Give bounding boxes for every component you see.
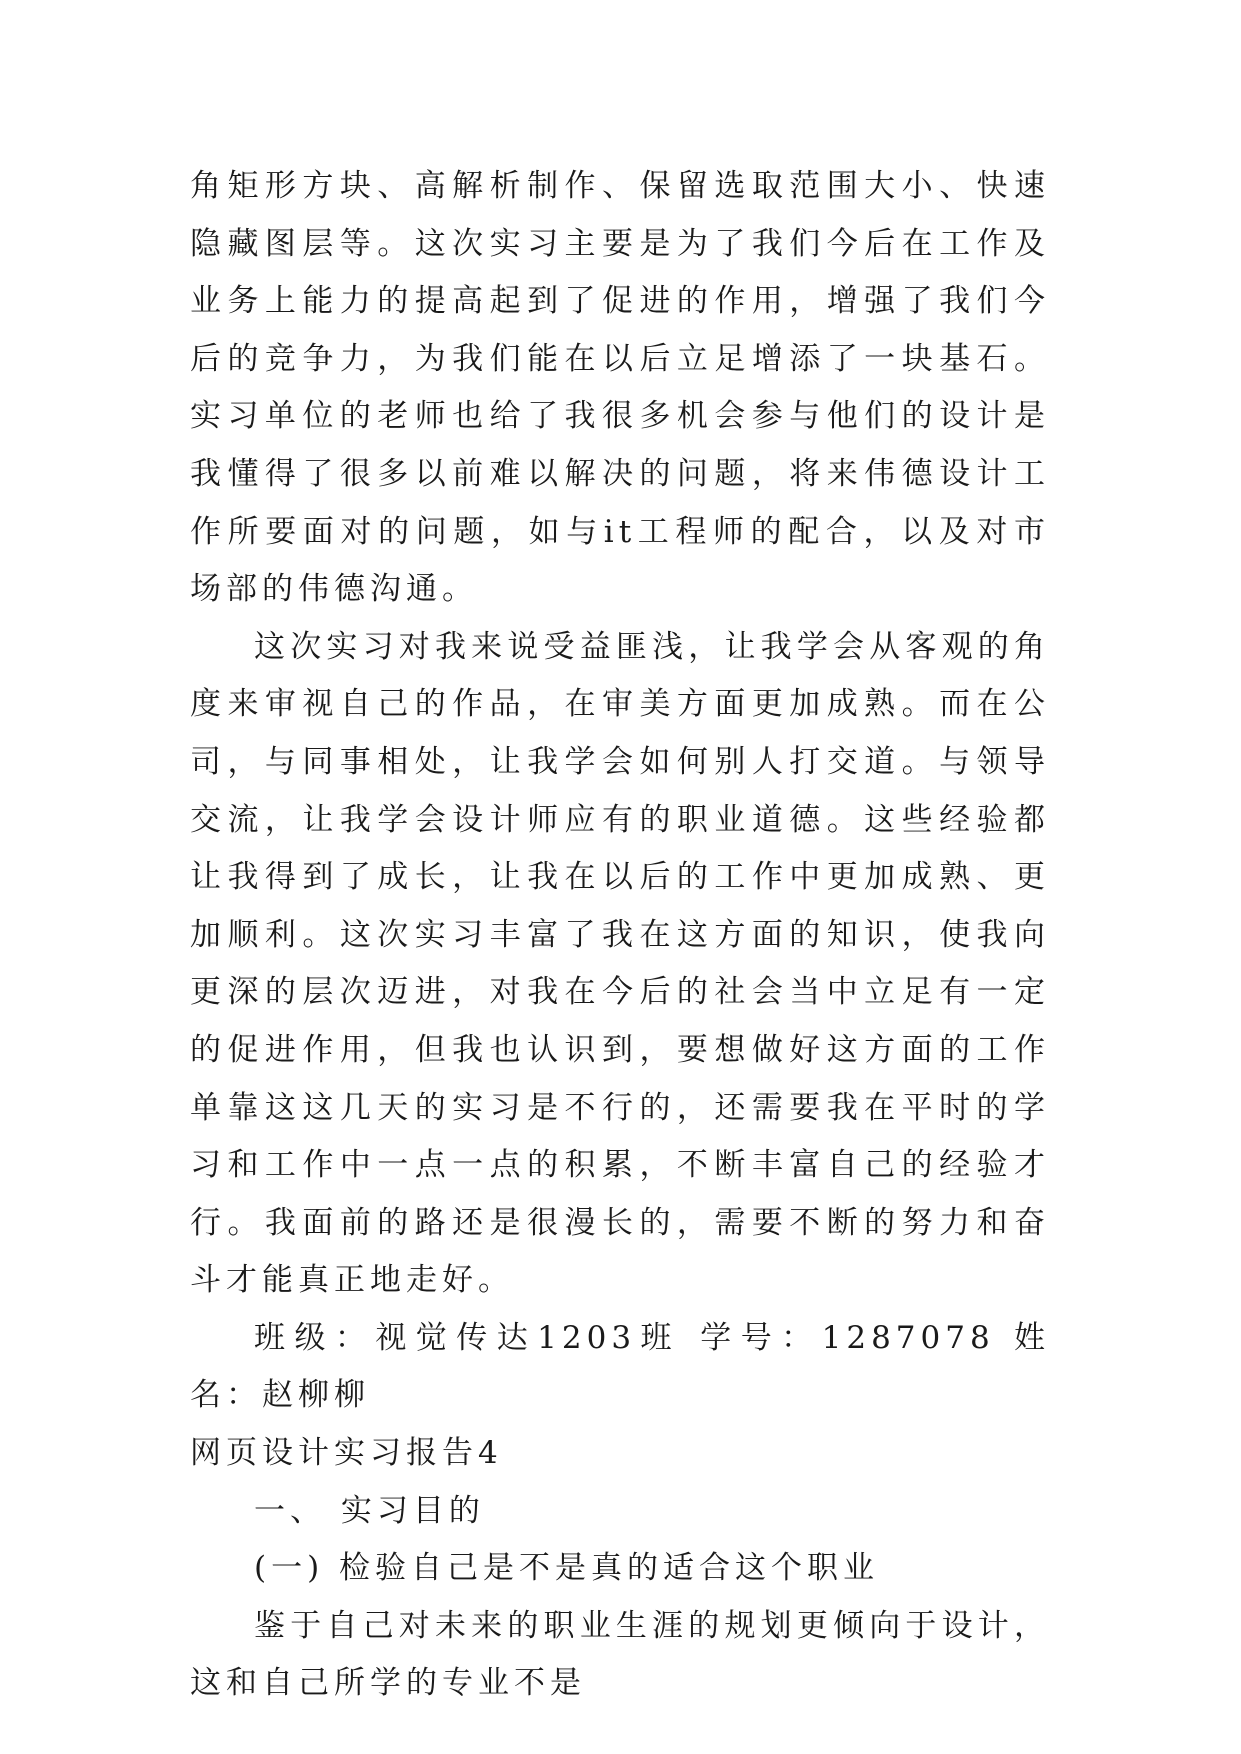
document-body [190,158,1050,1713]
paragraph-internship-reflection: 这次实习对我来说受益匪浅，让我学会从客观的角度来审视自己的作品，在审美方面更加成熟。而在公司，与同事相处，让我学会如何别人打交道。与领导交流，让我学会设计师应有的职业道德。这些经验都让我得到了成长，让我在以后的工作中更加成熟、更加顺利。这次实习丰富了我在这方面的知识，使我向更深的层次迈进，对我在今后的社会当中立足有一定的促进作用，但我也认识到，要想做好这方面的工作单靠这这几天的实习是不行的，还需要我在平时的学习和工作中一点一点的积累，不断丰富自己的经验才行。我面前的路还是很漫长的，需要不断的努力和奋斗才能真正地走好。 [190,628,1050,1299]
paragraph-design-skills: 角矩形方块、高解析制作、保留选取范围大小、快速隐藏图层等。这次实习主要是为了我们今后在工作及业务上能力的提高起到了促进的作用，增强了我们今后的竞争力，为我们能在以后立足增添了一块基石。实习单位的老师也给了我很多机会参与他们的设计是我懂得了很多以前难以解决的问题，将来伟德设计工作所要面对的问题，如与it工程师的配合，以及对市场部的伟德沟通。 [190,168,1050,608]
student-info-line: 班级：视觉传达1203班 学号：1287078 姓名：赵柳柳 [190,1319,1050,1414]
section-heading-purpose: 一、 实习目的 [254,1492,485,1529]
subsection-heading-career-fit: (一) 检验自己是不是真的适合这个职业 [254,1550,880,1587]
report-title: 网页设计实习报告4 [190,1435,503,1472]
paragraph-career-plan: 鉴于自己对未来的职业生涯的规划更倾向于设计，这和自己所学的专业不是 [190,1607,1050,1702]
